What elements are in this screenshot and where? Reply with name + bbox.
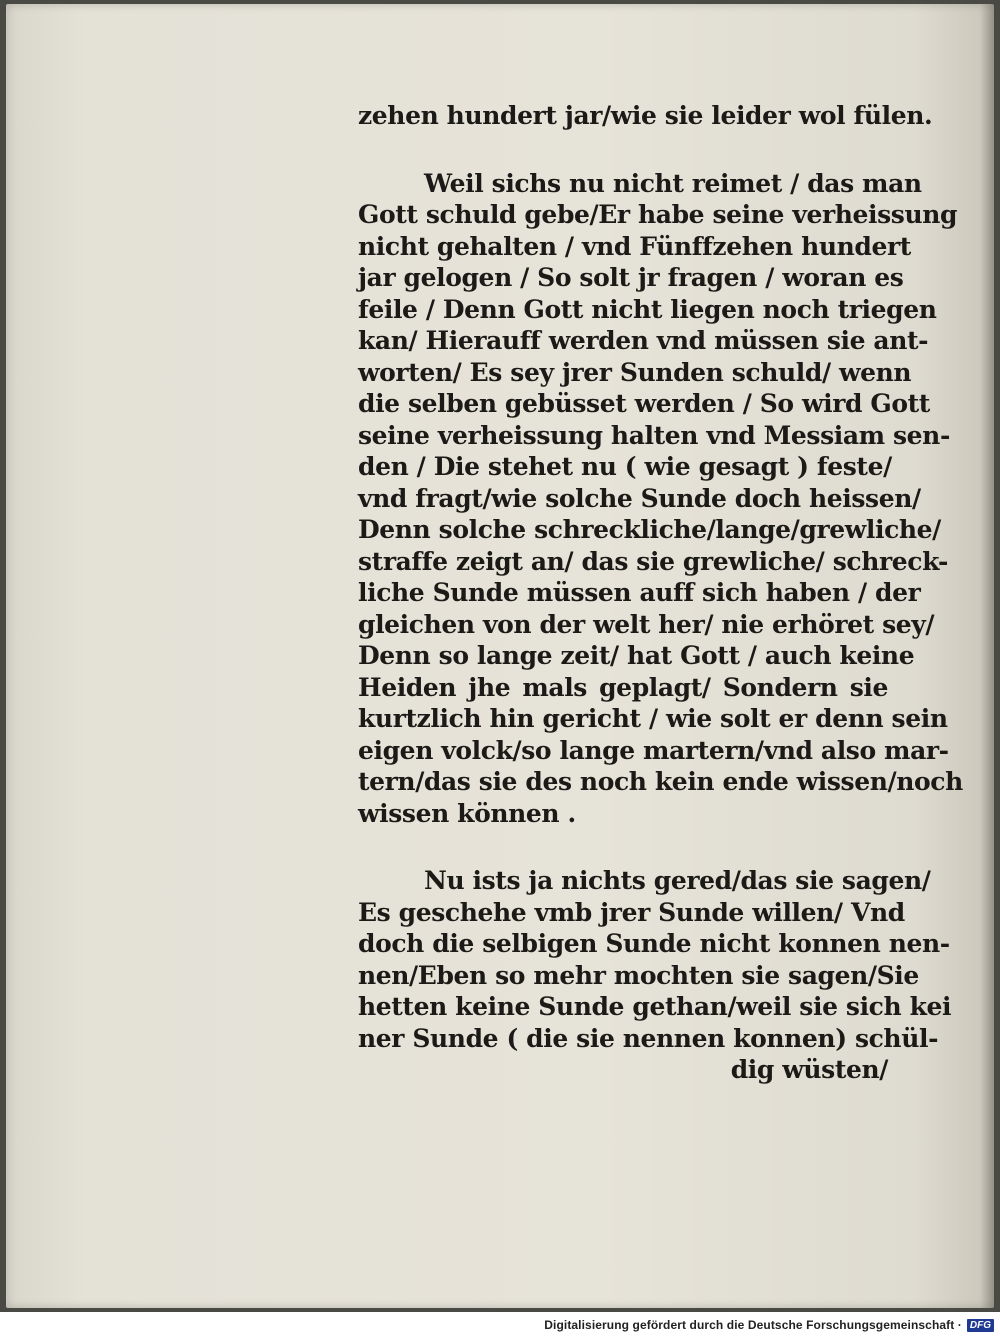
- page-text-block: [358, 100, 963, 1086]
- digitization-credit-bar: [0, 1312, 1000, 1338]
- text-line: doch die selbigen Sunde nicht konnen nen-: [358, 929, 950, 958]
- text-line: feile / Denn Gott nicht liegen noch triegen: [358, 294, 937, 324]
- text-line: Denn solche schreckliche/lange/grewliche/: [358, 515, 941, 544]
- page-edge-shadow: [980, 4, 994, 1308]
- text-line: tern/das sie des noch kein ende wissen/noch: [358, 767, 963, 796]
- text-line: liche Sunde müssen auff sich haben / der: [358, 578, 921, 607]
- text-line: kan/ Hierauff werden vnd müssen sie ant-: [358, 326, 929, 355]
- text-line: Nu ists ja nichts gered/das sie sagen/: [424, 866, 931, 895]
- text-line: straffe zeigt an/ das sie grewliche/ schreck-: [358, 546, 948, 576]
- text-line: worten/ Es sey jrer Sunden schuld/ wenn: [358, 357, 912, 387]
- text-line: ner Sunde ( die sie nennen konnen) schül-: [358, 1023, 939, 1053]
- text-line: gleichen von der welt her/ nie erhöret sey/: [358, 609, 935, 639]
- paragraph-gap: [358, 132, 888, 168]
- text-line: nen/Eben so mehr mochten sie sagen/Sie: [358, 960, 919, 990]
- text-line: Weil sichs nu nicht reimet / das man: [424, 168, 922, 198]
- text-line: hetten keine Sunde gethan/weil sie sich kei: [358, 992, 952, 1021]
- text-line: kurtzlich hin gericht / wie solt er denn sein: [358, 704, 948, 733]
- text-line: vnd fragt/wie solche Sunde doch heissen/: [358, 483, 921, 513]
- text-line: Gott schuld gebe/Er habe seine verheissung: [358, 200, 958, 229]
- dfg-logo-icon: DFG: [967, 1319, 994, 1332]
- text-line: Es geschehe vmb jrer Sunde willen/ Vnd: [358, 897, 905, 927]
- text-line: wissen können .: [358, 798, 576, 828]
- text-line-top: zehen hundert jar/wie sie leider wol fülen.: [358, 101, 933, 130]
- text-line: eigen volck/so lange martern/vnd also mar-: [358, 735, 949, 765]
- text-line: seine verheissung halten vnd Messiam sen-: [358, 420, 950, 450]
- text-line: den / Die stehet nu ( wie gesagt ) feste/: [358, 452, 892, 481]
- text-line: jar gelogen / So solt jr fragen / woran es: [358, 263, 904, 292]
- text-line: Denn so lange zeit/ hat Gott / auch keine: [358, 641, 915, 670]
- funding-credit-text: Digitalisierung gefördert durch die Deutsche Forschungsgemeinschaft ·: [544, 1318, 962, 1332]
- text-line: Heiden jhe mals geplagt/ Sondern sie: [358, 672, 888, 702]
- text-line: nicht gehalten / vnd Fünffzehen hundert: [358, 231, 911, 261]
- paragraph-gap: [358, 829, 888, 865]
- catchword: dig wüsten/: [730, 1055, 888, 1084]
- text-line: die selben gebüsset werden / So wird Gott: [358, 389, 930, 418]
